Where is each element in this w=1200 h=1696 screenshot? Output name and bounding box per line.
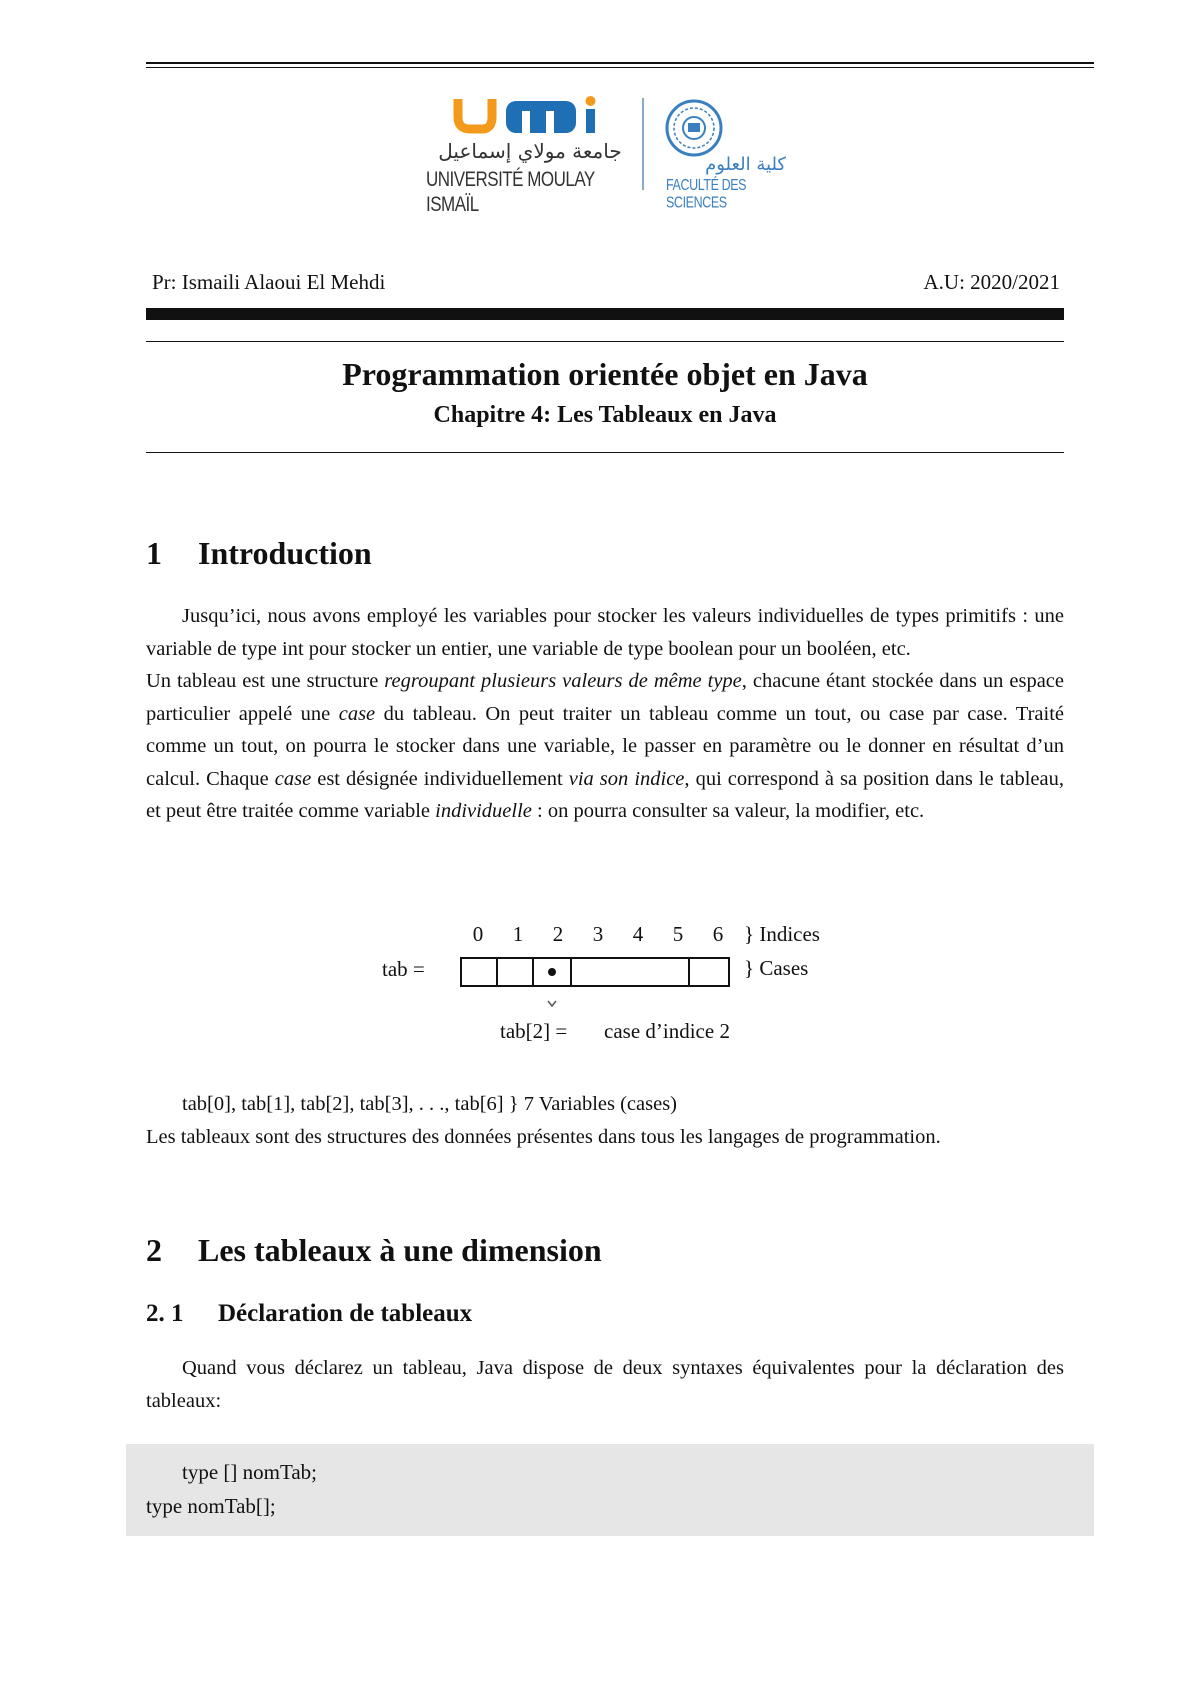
faculty-logo — [662, 98, 792, 211]
section-1-body — [146, 600, 1064, 828]
top-rule-1 — [146, 62, 1094, 64]
logo-separator — [642, 98, 644, 190]
array-cell — [570, 957, 690, 987]
index-label: 6 — [712, 922, 724, 946]
index-label: 3 — [592, 922, 604, 946]
faculty-arabic-name: كلية العلوم — [705, 154, 786, 175]
languages-line: Les tableaux sont des structures des données présentes dans tous les langages de programmation. — [146, 1125, 941, 1148]
code-line-1: type [] nomTab; — [182, 1460, 317, 1484]
thick-rule — [146, 308, 1064, 320]
subsection-2-1-heading — [146, 1300, 472, 1328]
faculty-seal-icon — [662, 98, 726, 158]
section-1-number: 1 — [146, 535, 162, 571]
cases-label: } Cases — [744, 956, 809, 980]
intro-paragraph-1: Jusqu’ici, nous avons employé les variables pour stocker les valeurs individuelles de types primitifs : une variable de type int pour stocker un entier, une variable de type boolean pour un booléen, etc. — [146, 605, 1064, 660]
index-label: 1 — [512, 922, 524, 946]
subsection-2-1-title: Déclaration de tableaux — [218, 1300, 473, 1327]
section-1-title: Introduction — [198, 535, 372, 571]
index-label: 4 — [632, 922, 644, 946]
after-figure-text — [146, 1088, 1064, 1153]
array-cell — [532, 957, 572, 987]
section-2-heading — [146, 1232, 602, 1269]
chapter-title: Chapitre 4: Les Tableaux en Java — [433, 402, 777, 428]
declaration-paragraph — [146, 1352, 1064, 1417]
selected-cell-dot — [548, 968, 556, 976]
variables-line: tab[0], tab[1], tab[2], tab[3], . . ., tab[6] } 7 Variables (cases) — [182, 1093, 678, 1115]
pointer-arrow-icon — [546, 997, 558, 1009]
declaration-text: Quand vous déclarez un tableau, Java dispose de deux syntaxes équivalentes pour la déclaration des tableaux: — [146, 1357, 1064, 1412]
subsection-2-1-number: 2. 1 — [146, 1300, 184, 1327]
title-rule-bottom — [146, 452, 1064, 453]
index-label: 2 — [552, 922, 564, 946]
top-rule-2 — [146, 67, 1094, 68]
section-1-heading — [146, 535, 372, 572]
array-cell — [460, 957, 498, 987]
tab2-label: tab[2] = — [500, 1019, 568, 1043]
title-rule-top — [146, 341, 1064, 342]
index-label: 0 — [472, 922, 484, 946]
indices-label: } Indices — [744, 922, 820, 946]
code-block — [126, 1444, 1094, 1536]
document-title: Programmation orientée objet en Java — [342, 356, 868, 392]
code-line-2: type nomTab[]; — [146, 1494, 276, 1518]
umi-latin-name: UNIVERSITÉ MOULAY ISMAÏL — [426, 167, 595, 216]
section-2-title: Les tableaux à une dimension — [198, 1232, 602, 1268]
tab-label: tab = — [382, 957, 425, 981]
array-cell — [496, 957, 534, 987]
umi-logo-mark — [430, 95, 650, 137]
umi-arabic-name: جامعة مولاي إسماعيل — [438, 139, 622, 163]
umi-logo — [426, 95, 650, 216]
intro-paragraph-2: Un tableau est une structure regroupant plusieurs valeurs de même type, chacune étant stockée dans un espace particulier appelé une case du tableau. On peut traiter un tableau comme un tout, ou case par case. Traité comme un tout, on pourra le stocker dans une variable, le passer en paramètre ou le donner en résultat d’un calcul. Chaque case est désignée individuellement via son indice, qui correspond à sa position dans le tableau, et peut être traitée comme variable individuelle : on pourra consulter sa valeur, la modifier, etc. — [146, 670, 1065, 822]
author-name: Pr: Ismaili Alaoui El Mehdi — [152, 270, 386, 294]
section-2-number: 2 — [146, 1232, 162, 1268]
case-description: case d’indice 2 — [604, 1019, 730, 1043]
array-cell — [688, 957, 730, 987]
faculty-latin-name: FACULTÉ DES SCIENCES — [666, 176, 747, 211]
academic-year: A.U: 2020/2021 — [923, 270, 1060, 294]
index-label: 5 — [672, 922, 684, 946]
